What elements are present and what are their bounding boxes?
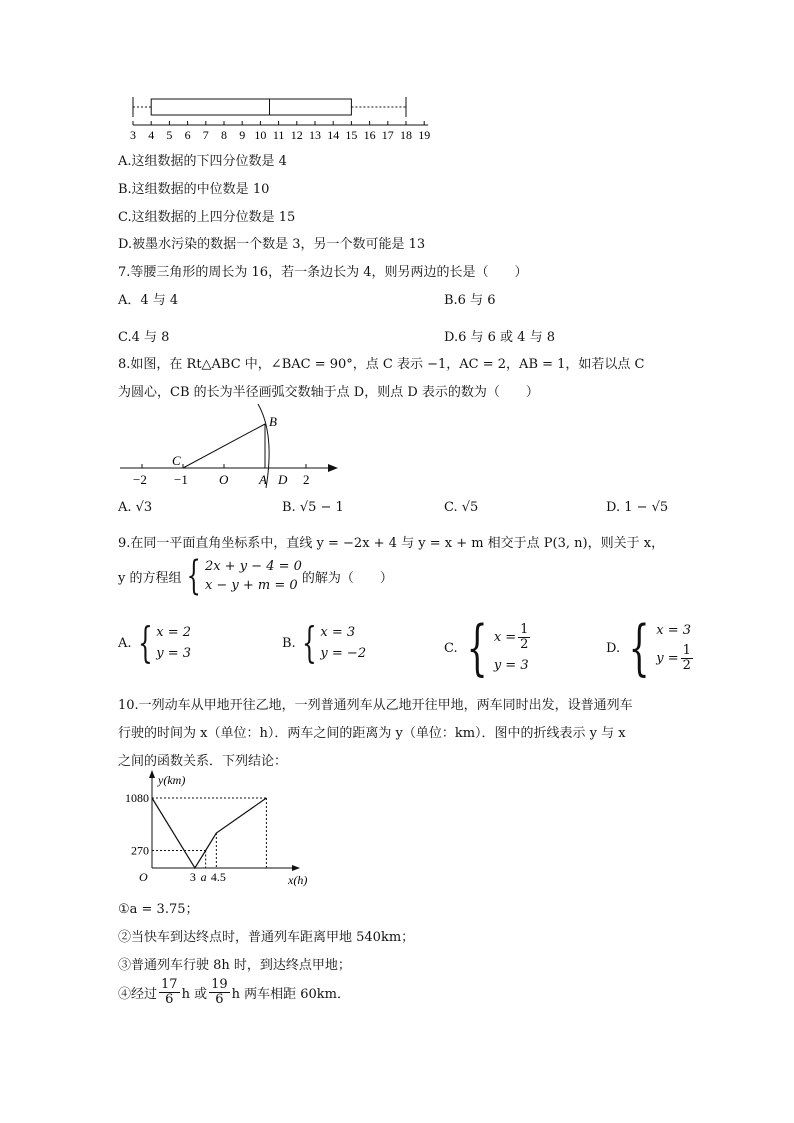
axis-tick-label: 3 xyxy=(130,128,136,142)
option-label: D. xyxy=(606,640,621,656)
x-tick-label: 3 xyxy=(189,870,196,884)
axis-tick-label: 15 xyxy=(345,128,358,142)
tick-label-neg2: −2 xyxy=(133,472,147,487)
x-tick-label: 4.5 xyxy=(210,870,226,884)
q7-option-d: D.6 与 6 或 4 与 8 xyxy=(444,330,555,345)
q7-option-b: B.6 与 6 xyxy=(444,293,496,308)
axis-arrow xyxy=(328,464,338,472)
y-axis-label: y(km) xyxy=(158,773,186,787)
boxplot-figure xyxy=(120,92,440,147)
option-a-row1: x = 2 xyxy=(156,625,192,640)
segment-cb xyxy=(183,424,265,468)
brace-icon: { xyxy=(187,553,202,599)
q6-option-b: B.这组数据的中位数是 10 xyxy=(118,182,270,197)
y-tick-label: 1080 xyxy=(125,791,149,805)
statement-4-suffix: h 两车相距 60km． xyxy=(231,986,351,1002)
q10-line-chart xyxy=(118,768,328,888)
x-axis-label: x(h) xyxy=(288,873,308,887)
q8-stem-line1: 8.如图，在 Rt△ABC 中，∠BAC = 90°，点 C 表示 −1，AC = 2，AB = 1，如若以点 C xyxy=(118,357,645,372)
label-c: C xyxy=(172,453,181,468)
q9-equation-system xyxy=(181,553,302,599)
brace-icon: { xyxy=(466,613,488,683)
fraction-denominator: 2 xyxy=(520,637,529,652)
tick-label-neg1: −1 xyxy=(174,472,188,487)
axis-tick-label: 9 xyxy=(239,128,246,142)
q10-statement-1: ①a = 3.75； xyxy=(118,902,199,917)
fraction-numerator: 1 xyxy=(682,643,691,659)
tick-label-2: 2 xyxy=(303,472,310,487)
option-label: C. xyxy=(444,640,458,656)
axis-tick-label: 6 xyxy=(184,128,191,142)
q9-option-b xyxy=(282,618,367,667)
origin-label: O xyxy=(139,870,148,884)
axis-tick-label: 5 xyxy=(166,128,173,142)
fraction-denominator: 2 xyxy=(682,658,691,673)
q8-number-line-figure xyxy=(118,402,343,490)
q9-option-c xyxy=(444,613,532,683)
y-axis-arrow-icon xyxy=(149,770,155,778)
y-tick-label: 270 xyxy=(131,843,149,858)
axis-tick-label: 13 xyxy=(309,128,321,142)
axis-tick-label: 11 xyxy=(272,128,285,142)
q10-statement-3: ③普通列车行驶 8h 时，到达终点甲地； xyxy=(118,958,351,973)
fraction-numerator: 1 xyxy=(520,622,529,638)
option-c-row2: y = 3 xyxy=(493,657,529,673)
fraction-numerator: 19 xyxy=(211,977,228,992)
q7-option-a: A．4 与 4 xyxy=(118,293,179,308)
q9-option-a xyxy=(118,618,192,667)
q8-option-a: A. √3 xyxy=(118,500,153,515)
option-c-row1: x = xyxy=(493,630,517,645)
axis-tick-label: 10 xyxy=(254,128,267,142)
q10-stem-line3: 之间的函数关系．下列结论： xyxy=(118,754,288,769)
axis-tick-label: 17 xyxy=(381,128,394,142)
option-b-row1: x = 3 xyxy=(320,625,356,640)
label-o: O xyxy=(219,472,229,487)
option-d-row2: y = xyxy=(656,651,679,666)
brace-icon: { xyxy=(137,618,153,667)
q10-statement-4 xyxy=(118,978,350,1006)
q8-option-b: B. √5 − 1 xyxy=(282,500,344,515)
axis-tick-label: 16 xyxy=(363,128,376,142)
statement-4-prefix: ④经过 xyxy=(118,986,158,1002)
q9-stem-prefix: y 的方程组 xyxy=(118,570,182,586)
axis-tick-label: 14 xyxy=(327,128,340,142)
brace-icon: { xyxy=(301,618,317,667)
axis-tick-label: 8 xyxy=(221,128,227,142)
statement-4-mid: h 或 xyxy=(181,986,208,1002)
q9-equation-2: x − y + m = 0 xyxy=(204,578,298,593)
option-label: B. xyxy=(282,635,296,651)
q10-statement-2: ②当快车到达终点时，普通列车距离甲地 540km； xyxy=(118,930,415,945)
brace-icon: { xyxy=(628,613,650,683)
fraction-denominator: 6 xyxy=(165,991,174,1007)
fraction-numerator: 17 xyxy=(161,977,178,992)
axis-tick-label: 7 xyxy=(202,128,209,142)
x-tick-label: a xyxy=(200,870,207,884)
q6-option-c: C.这组数据的上四分位数是 15 xyxy=(118,210,296,225)
option-label: A. xyxy=(118,635,132,651)
option-b-row2: y = −2 xyxy=(320,646,367,661)
q9-stem-line2 xyxy=(118,553,393,599)
axis-tick-label: 12 xyxy=(290,128,303,142)
axis-tick-label: 19 xyxy=(418,128,431,142)
label-a: A xyxy=(259,472,267,487)
axis-tick-label: 18 xyxy=(400,128,412,142)
axis-tick-label: 4 xyxy=(148,128,155,142)
q8-stem-line2: 为圆心，CB 的长为半径画弧交数轴于点 D，则点 D 表示的数为（ ） xyxy=(118,385,539,400)
option-a-row2: y = 3 xyxy=(156,646,192,661)
q7-option-c: C.4 与 8 xyxy=(118,330,170,345)
q9-stem-suffix: 的解为（ ） xyxy=(301,570,393,586)
q6-option-d: D.被墨水污染的数据一个数是 3，另一个数可能是 13 xyxy=(118,237,426,252)
q8-option-d: D. 1 − √5 xyxy=(606,500,669,515)
box-iqr xyxy=(151,99,351,115)
fraction-denominator: 6 xyxy=(215,991,224,1007)
q10-stem-line2: 行驶的时间为 x（单位：h）．两车之间的距离为 y（单位：km）．图中的折线表示 y 与 x xyxy=(118,726,626,741)
option-d-row1: x = 3 xyxy=(656,623,692,639)
q6-option-a: A.这组数据的下四分位数是 4 xyxy=(118,154,287,169)
q9-equation-1: 2x + y − 4 = 0 xyxy=(204,559,302,574)
q9-stem-line1: 9.在同一平面直角坐标系中，直线 y = −2x + 4 与 y = x + m 相交于点 P(3, n)，则关于 x， xyxy=(118,536,665,551)
label-d: D xyxy=(278,472,288,487)
series-line xyxy=(152,798,266,868)
label-b: B xyxy=(269,414,277,429)
q10-stem-line1: 10.一列动车从甲地开往乙地，一列普通列车从乙地开往甲地，两车同时出发，设普通列车 xyxy=(118,698,633,713)
x-axis-arrow-icon xyxy=(292,865,300,871)
q7-stem: 7.等腰三角形的周长为 16，若一条边长为 4，则另两边的长是（ ） xyxy=(118,265,528,280)
q9-option-d xyxy=(606,613,695,683)
q8-option-c: C. √5 xyxy=(444,500,479,515)
